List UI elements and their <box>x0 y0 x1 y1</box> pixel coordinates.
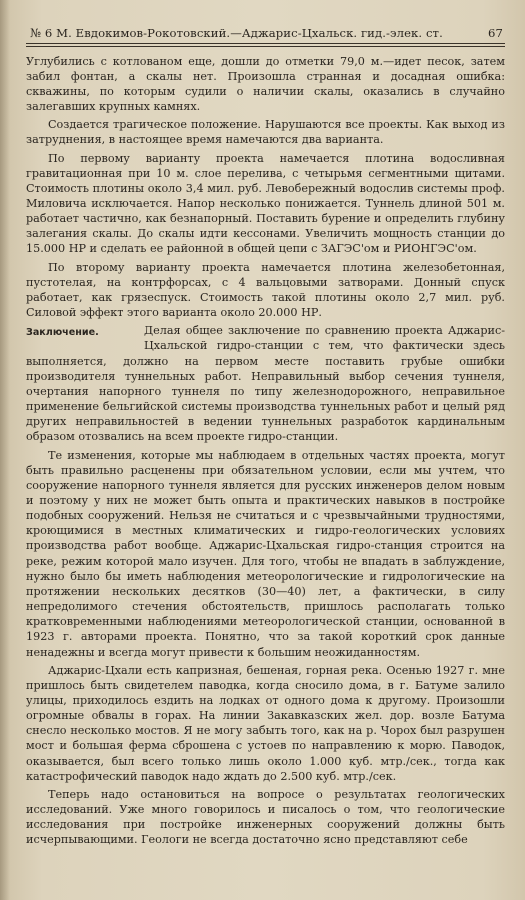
conclusion-paragraph <box>26 323 505 444</box>
paragraph: По второму варианту проекта намечается плотина железобетонная, пустотелая, на контрфорсах, с 4 вальцовыми затворами. Донный спуск работает, как грязеспуск. Стоимость такой плотины около 2,7 мил. руб. Силовой эффект этого варианта около 20.000 НР. <box>26 260 505 320</box>
running-head <box>26 26 505 43</box>
body-text <box>26 54 505 848</box>
header-rule <box>26 43 505 47</box>
binding-shadow <box>0 0 10 900</box>
paragraph: Углубились с котлованом еще, дошли до отметки 79,0 м.—идет песок, затем забил фонтан, а скалы нет. Произошла странная и досадная ошибка: скважины, по которым судили о наличии скалы, оказались в случайно залегавших крупных камнях. <box>26 54 505 114</box>
conclusion-text: Делая общее заключение по сравнению проекта Аджарис-Цхальской гидро-станции с тем, что фактически здесь выполняется, должно на первом месте поставить грубые ошибки производителя туннельных работ. Неправильный выбор сечения туннеля, очертания напорного туннеля по типу железнодорожного, неправильное применение бельгийской системы производства туннельных работ и целый ряд других неправильностей в ведении туннельных разработок кардинальным образом отозвались на всем проекте гидро-станции. <box>26 324 505 444</box>
side-heading: Заключение. <box>26 327 99 339</box>
paragraph: Создается трагическое положение. Нарушаются все проекты. Как выход из затруднения, в настоящее время намечаются два варианта. <box>26 118 505 147</box>
paragraph: По первому варианту проекта намечается плотина водосливная гравитационная при 10 м. слое перелива, с четырьмя сегментными щитами. Стоимость плотины около 3,4 мил. руб. Левобережный водослив системы проф. Миловича исключается. Напор несколько понижается. Туннель длиной 501 м. работает частично, как безнапорный. Поставить бурение и определить глубину залегания скалы. До скалы идти кессонами. Увеличить мощность станции до 15.000 НР и сделать ее районной в общей цепи с ЗАГЭС'ом и РИОНГЭС'ом. <box>26 151 505 256</box>
page-number: 67 <box>488 26 503 40</box>
paragraph: Теперь надо остановиться на вопросе о результатах геологических исследований. Уже много говорилось и писалось о том, что геологические исследования при постройке инженерных сооружений должны быть исчерпывающими. Геологи не всегда достаточно ясно представляют себе <box>26 787 505 847</box>
paragraph: Те изменения, которые мы наблюдаем в отдельных частях проекта, могут быть правильно расценены при обязательном условии, если мы учтем, что сооружение напорного туннеля является для русских инженеров делом новым и поэтому у них не может быть опыта и практических навыков в постройке подобных сооружений. Нельзя не считаться и с чрезвычайными трудностями, кроющимися в местных климатических и гидро-геологических условиях производства работ вообще. Аджарис-Цхальская гидро-станция строится на реке, режим которой мало изучен. Для того, чтобы не впадать в заблуждение, нужно было бы иметь наблюдения метеорологические и гидрологические на протяжении нескольких десятков (30—40) лет, а фактически, в силу непредолимого стечения обстоятельств, пришлось располагать только кратковременными наблюдениями метеорологической станции, основанной в 1923 г. авторами проекта. Понятно, что за такой короткий срок данные ненадежны и всегда могут привести к большим неожиданностям. <box>26 448 505 659</box>
running-title: № 6 М. Евдокимов-Рокотовский.—Аджарис-Цхальск. гид.-элек. ст. <box>30 26 443 40</box>
paragraph: Аджарис-Цхали есть капризная, бешеная, горная река. Осенью 1927 г. мне пришлось быть свидетелем паводка, когда сносило дома, в г. Батуме залило улицы, приходилось ездить на лодках от одного дома к другому. Произошли огромные обвалы в горах. На линии Закавказских жел. дор. возле Батума снесло несколько мостов. Я не могу забыть того, как на р. Чорох был разрушен мост и большая ферма сброшена с устоев по направлению к морю. Паводок, оказывается, был всего только лишь около 1.000 куб. мтр./сек., тогда как катастрофический паводок надо ждать до 2.500 куб. мтр./сек. <box>26 663 505 783</box>
